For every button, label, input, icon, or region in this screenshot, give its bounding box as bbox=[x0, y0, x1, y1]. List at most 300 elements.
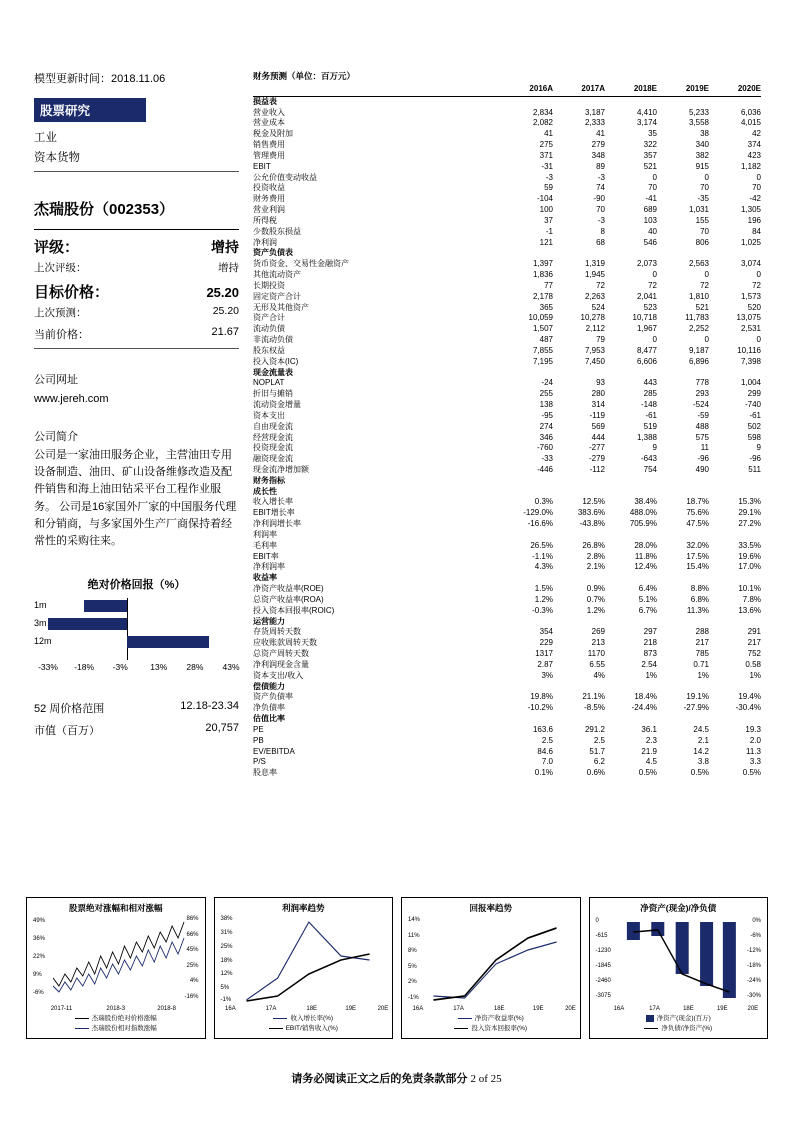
table-section-row bbox=[253, 714, 761, 725]
row-label: 资本支出/收入 bbox=[253, 670, 304, 680]
table-row bbox=[253, 649, 761, 660]
row-value: 1,573 bbox=[740, 291, 761, 301]
row-value: 0 bbox=[704, 335, 709, 345]
table-section-label: 运营能力 bbox=[253, 616, 285, 626]
row-value: 8.8% bbox=[690, 584, 709, 594]
row-value: 521 bbox=[643, 161, 657, 171]
row-value: 3% bbox=[541, 670, 553, 680]
row-value: 89 bbox=[596, 161, 605, 171]
row-label: 净利润增长率 bbox=[253, 519, 301, 529]
legend-swatch bbox=[269, 1028, 283, 1029]
line-series bbox=[430, 916, 560, 1002]
row-value: 3.8 bbox=[697, 757, 709, 767]
table-row bbox=[253, 129, 761, 140]
row-label: PB bbox=[253, 735, 264, 745]
row-value: 752 bbox=[747, 649, 761, 659]
row-value bbox=[657, 530, 709, 541]
row-label: 资本支出 bbox=[253, 410, 285, 420]
current-price-label: 当前价格： bbox=[34, 329, 89, 341]
table-row bbox=[253, 162, 761, 173]
chart-plot bbox=[594, 916, 764, 1012]
line-series bbox=[243, 916, 373, 1002]
row-label: 应收账款周转天数 bbox=[253, 638, 317, 648]
row-value: 29.1% bbox=[738, 508, 761, 518]
row-value: 13.6% bbox=[738, 605, 761, 615]
row-value: 1317 bbox=[535, 649, 553, 659]
row-value: 2.8% bbox=[586, 551, 605, 561]
axis-label: 86% bbox=[186, 916, 199, 923]
axis-label: -1230 bbox=[595, 948, 611, 955]
row-value: -30.4% bbox=[735, 703, 761, 713]
row-value: 6.7% bbox=[638, 605, 657, 615]
row-value: 2,252 bbox=[688, 324, 709, 334]
divider-2 bbox=[34, 229, 239, 230]
table-header-cell: 2018E bbox=[605, 84, 657, 96]
table-row bbox=[253, 735, 761, 746]
row-value: 70 bbox=[752, 183, 761, 193]
row-value: 0 bbox=[652, 172, 657, 182]
row-value: -61 bbox=[645, 410, 657, 420]
axis-tick: -18% bbox=[74, 661, 95, 672]
absolute-return-chart bbox=[34, 576, 239, 674]
row-label: 无形及其他资产 bbox=[253, 302, 309, 312]
table-header-cell bbox=[253, 84, 501, 96]
table-section-row bbox=[253, 616, 761, 627]
axis-label: 31% bbox=[220, 930, 233, 937]
market-cap-label: 市值（百万） bbox=[34, 724, 100, 737]
row-label: 折旧与摊销 bbox=[253, 389, 293, 399]
row-value: -3 bbox=[597, 172, 605, 182]
row-value: 322 bbox=[643, 140, 657, 150]
row-value: 27.2% bbox=[738, 519, 761, 529]
row-value: 1% bbox=[645, 670, 657, 680]
row-value: 70 bbox=[700, 183, 709, 193]
row-value: -8.5% bbox=[584, 703, 605, 713]
row-value: 299 bbox=[747, 389, 761, 399]
table-row bbox=[253, 432, 761, 443]
row-label: 自由现金流 bbox=[253, 421, 293, 431]
row-value: 4.5 bbox=[645, 757, 657, 767]
row-value: 2,531 bbox=[740, 324, 761, 334]
row-value: 546 bbox=[643, 237, 657, 247]
table-section-row bbox=[253, 573, 761, 584]
row-value: 1,031 bbox=[688, 205, 709, 215]
row-value: 2.1 bbox=[697, 735, 709, 745]
row-label: EV/EBITDA bbox=[253, 746, 295, 756]
row-value: 26.8% bbox=[582, 540, 605, 550]
row-value: 0 bbox=[756, 335, 761, 345]
chart-title: 股票绝对涨幅和相对涨幅 bbox=[68, 903, 163, 913]
row-value: 2,073 bbox=[636, 259, 657, 269]
row-value: 70 bbox=[648, 183, 657, 193]
row-value: 19.1% bbox=[686, 692, 709, 702]
row-value: 1.5% bbox=[534, 584, 553, 594]
row-value: 7.0 bbox=[541, 757, 553, 767]
row-label: EBIT增长率 bbox=[253, 508, 295, 518]
table-header-cell: 2019E bbox=[657, 84, 709, 96]
row-value: 24.5 bbox=[693, 724, 709, 734]
axis-label: 16A bbox=[613, 1006, 625, 1012]
row-value: 77 bbox=[544, 280, 553, 290]
row-value: 121 bbox=[539, 237, 553, 247]
row-value: 4.3% bbox=[534, 562, 553, 572]
row-value: -43.8% bbox=[579, 519, 605, 529]
axis-tick: 13% bbox=[150, 661, 168, 672]
price-range-row bbox=[34, 700, 239, 716]
row-value: -760 bbox=[536, 443, 553, 453]
row-value: 1,810 bbox=[688, 291, 709, 301]
row-label: 少数股东损益 bbox=[253, 226, 301, 236]
table-row bbox=[253, 194, 761, 205]
axis-label: 19E bbox=[345, 1006, 357, 1012]
table-row bbox=[253, 454, 761, 465]
row-value: -24 bbox=[541, 378, 553, 388]
row-value: -24.4% bbox=[631, 703, 657, 713]
axis-label: 17A bbox=[265, 1006, 277, 1012]
row-value: 9 bbox=[652, 443, 657, 453]
table-row bbox=[253, 768, 761, 779]
row-value: 7.8% bbox=[742, 594, 761, 604]
row-value: 754 bbox=[643, 464, 657, 474]
row-value: 11,783 bbox=[685, 313, 709, 323]
axis-tick: -3% bbox=[112, 661, 128, 672]
row-value: 443 bbox=[643, 378, 657, 388]
row-value: 1.2% bbox=[534, 594, 553, 604]
row-label: 股东权益 bbox=[253, 345, 285, 355]
row-value: 2.87 bbox=[537, 659, 553, 669]
table-row bbox=[253, 302, 761, 313]
row-value: 1,388 bbox=[636, 432, 657, 442]
row-value: -27.9% bbox=[683, 703, 709, 713]
table-row bbox=[253, 497, 761, 508]
row-label: 净负债率 bbox=[253, 703, 285, 713]
axis-label: 0 bbox=[595, 918, 599, 925]
table-row bbox=[253, 324, 761, 335]
row-value: 357 bbox=[643, 150, 657, 160]
table-section-label: 成长性 bbox=[253, 486, 277, 496]
chart-plot bbox=[31, 916, 201, 1012]
table-row bbox=[253, 270, 761, 281]
target-price-value: 25.20 bbox=[206, 285, 239, 300]
sector-primary: 工业 bbox=[34, 132, 57, 144]
row-value: -31 bbox=[541, 161, 553, 171]
row-value: 2.54 bbox=[641, 659, 657, 669]
axis-label: 0% bbox=[752, 918, 761, 925]
row-value: 1,004 bbox=[740, 378, 761, 388]
row-value: 915 bbox=[695, 161, 709, 171]
row-value: 13,075 bbox=[736, 313, 761, 323]
row-value: 598 bbox=[747, 432, 761, 442]
row-value: 575 bbox=[695, 432, 709, 442]
row-value: -61 bbox=[749, 410, 761, 420]
row-value: 285 bbox=[643, 389, 657, 399]
row-value: 10,116 bbox=[737, 345, 761, 355]
row-label: 非流动负债 bbox=[253, 335, 293, 345]
row-label: 经营现金流 bbox=[253, 432, 293, 442]
row-value: 6.2 bbox=[593, 757, 605, 767]
row-value: 10,718 bbox=[632, 313, 657, 323]
row-value: 6.8% bbox=[690, 594, 709, 604]
prev-rating-value: 增持 bbox=[218, 262, 239, 274]
chart-relative-performance bbox=[26, 897, 206, 1039]
row-value: 1,305 bbox=[740, 205, 761, 215]
row-value: -0.3% bbox=[532, 605, 553, 615]
row-value: 7,450 bbox=[584, 356, 605, 366]
row-value: 47.5% bbox=[686, 519, 709, 529]
table-row bbox=[253, 465, 761, 476]
row-value: 6,606 bbox=[636, 356, 657, 366]
row-value: -95 bbox=[541, 410, 553, 420]
table-row bbox=[253, 530, 761, 541]
table-row bbox=[253, 508, 761, 519]
row-label: 总资产收益率(ROA) bbox=[253, 594, 324, 604]
row-value: 40 bbox=[648, 226, 657, 236]
row-value: 11.3 bbox=[746, 746, 761, 756]
website-url[interactable]: www.jereh.com bbox=[34, 392, 109, 405]
row-value: 72 bbox=[700, 280, 709, 290]
table-row bbox=[253, 703, 761, 714]
row-value: 520 bbox=[747, 302, 761, 312]
price-range-value: 12.18-23.34 bbox=[180, 699, 239, 712]
row-label: 资产负债率 bbox=[253, 692, 293, 702]
row-value: 2.5 bbox=[541, 735, 553, 745]
row-value: 155 bbox=[695, 215, 709, 225]
row-value: 10.1% bbox=[738, 584, 761, 594]
row-value: 269 bbox=[591, 627, 605, 637]
table-row bbox=[253, 670, 761, 681]
row-value: 42 bbox=[752, 129, 761, 139]
financial-table bbox=[253, 84, 761, 779]
row-value: 17.0% bbox=[738, 562, 761, 572]
table-row bbox=[253, 627, 761, 638]
bar-label: 3m bbox=[34, 617, 47, 628]
row-value: -446 bbox=[536, 464, 553, 474]
left-column bbox=[34, 70, 239, 744]
axis-label: 2% bbox=[408, 979, 417, 986]
row-value: -35 bbox=[697, 194, 709, 204]
row-value: 103 bbox=[643, 215, 657, 225]
row-value: 15.4% bbox=[686, 562, 709, 572]
axis-tick: 43% bbox=[222, 661, 240, 672]
row-label: 融资现金流 bbox=[253, 454, 293, 464]
axis-label: 9% bbox=[33, 972, 42, 979]
table-row bbox=[253, 411, 761, 422]
row-label: 现金流净增加额 bbox=[253, 464, 309, 474]
row-value: 293 bbox=[695, 389, 709, 399]
row-value: 569 bbox=[591, 421, 605, 431]
axis-label: 17A bbox=[453, 1006, 464, 1012]
row-value: 72 bbox=[596, 280, 605, 290]
axis-label: -6% bbox=[33, 990, 44, 997]
bar-line-series bbox=[622, 916, 744, 1002]
row-value: 279 bbox=[591, 140, 605, 150]
bar bbox=[84, 600, 127, 612]
row-label: 流动资金增量 bbox=[253, 400, 301, 410]
row-value: 72 bbox=[752, 280, 761, 290]
axis-label: 5% bbox=[220, 985, 230, 992]
row-value: 524 bbox=[591, 302, 605, 312]
row-value: 0 bbox=[756, 172, 761, 182]
row-value: 3,174 bbox=[636, 118, 657, 128]
current-price-row bbox=[34, 326, 239, 342]
row-value: 0.5% bbox=[638, 768, 657, 778]
row-value: 0 bbox=[756, 270, 761, 280]
row-value: 2,041 bbox=[636, 291, 657, 301]
table-section-label: 估值比率 bbox=[253, 714, 285, 724]
table-section-row bbox=[253, 476, 761, 487]
table-row bbox=[253, 389, 761, 400]
row-value: 2.1% bbox=[586, 562, 605, 572]
table-row bbox=[253, 660, 761, 671]
row-value: 0 bbox=[652, 335, 657, 345]
row-label: NOPLAT bbox=[253, 378, 285, 388]
row-value: 5.1% bbox=[638, 594, 657, 604]
table-row bbox=[253, 519, 761, 530]
axis-label: 18E bbox=[306, 1006, 318, 1012]
row-value: 1,945 bbox=[584, 270, 605, 280]
row-label: 总资产周转天数 bbox=[253, 649, 309, 659]
axis-label: -2460 bbox=[595, 978, 611, 985]
row-label: 资产合计 bbox=[253, 313, 285, 323]
row-value: -740 bbox=[744, 400, 761, 410]
axis-label: 18E bbox=[683, 1006, 694, 1012]
company-intro-label: 公司简介 bbox=[34, 431, 78, 444]
row-value: 9 bbox=[756, 443, 761, 453]
axis-label: 18E bbox=[493, 1006, 505, 1012]
legend-label: 净负债/净资产(%) bbox=[661, 1024, 713, 1032]
row-value: 68 bbox=[596, 237, 605, 247]
table-row bbox=[253, 281, 761, 292]
legend-swatch bbox=[454, 1028, 468, 1029]
table-section-label: 现金流量表 bbox=[253, 367, 293, 377]
axis-label: 14% bbox=[408, 917, 421, 924]
row-value: -277 bbox=[588, 443, 605, 453]
row-value: 217 bbox=[747, 638, 761, 648]
current-price-value: 21.67 bbox=[211, 326, 239, 338]
table-header-cell: 2017A bbox=[553, 84, 605, 96]
row-label: 公允价值变动收益 bbox=[253, 172, 317, 182]
legend-label: 净资产收益率(%) bbox=[474, 1015, 524, 1022]
chart-title: 回报率趋势 bbox=[469, 903, 512, 913]
financial-forecast-table bbox=[253, 70, 761, 779]
row-value: 10,278 bbox=[580, 313, 605, 323]
prev-rating-row bbox=[34, 260, 239, 275]
row-value: 519 bbox=[643, 421, 657, 431]
row-label: 投资现金流 bbox=[253, 443, 293, 453]
table-row bbox=[253, 638, 761, 649]
row-value: 7,195 bbox=[532, 356, 553, 366]
chart-title: 利润率趋势 bbox=[281, 903, 325, 913]
row-value: 275 bbox=[539, 140, 553, 150]
row-value: 374 bbox=[747, 140, 761, 150]
row-value: 6.4% bbox=[638, 584, 657, 594]
row-value bbox=[605, 530, 657, 541]
target-price-label: 目标价格： bbox=[34, 284, 110, 301]
row-label: PE bbox=[253, 724, 264, 734]
axis-label: -615 bbox=[595, 932, 608, 939]
price-range-label: 52 周价格范围 bbox=[34, 702, 105, 715]
row-value: 37 bbox=[544, 215, 553, 225]
axis-label: 25% bbox=[220, 943, 233, 950]
row-label: 投入资本回报率(ROIC) bbox=[253, 605, 335, 615]
row-value: -3 bbox=[545, 172, 553, 182]
row-value: 502 bbox=[747, 421, 761, 431]
chart-legend bbox=[27, 1014, 205, 1034]
prev-rating-label: 上次评级： bbox=[34, 262, 87, 274]
row-value: 291 bbox=[747, 627, 761, 637]
row-value: 1% bbox=[697, 670, 709, 680]
row-value: 0 bbox=[652, 270, 657, 280]
axis-label: 25% bbox=[186, 962, 199, 969]
rating-value: 增持 bbox=[211, 239, 239, 255]
chart-legend bbox=[402, 1014, 580, 1034]
row-label: 营业收入 bbox=[253, 107, 285, 117]
row-value: 521 bbox=[695, 302, 709, 312]
row-value: 490 bbox=[695, 464, 709, 474]
table-row bbox=[253, 291, 761, 302]
row-value: -1.1% bbox=[532, 551, 553, 561]
bar-label: 12m bbox=[34, 635, 52, 646]
row-value: 423 bbox=[747, 150, 761, 160]
bar bbox=[127, 636, 209, 648]
prev-target-label: 上次预测： bbox=[34, 307, 87, 319]
row-value: 255 bbox=[539, 389, 553, 399]
row-label: 管理费用 bbox=[253, 150, 285, 160]
row-value: 17.5% bbox=[686, 551, 709, 561]
chart-return-trend bbox=[401, 897, 581, 1039]
table-row bbox=[253, 551, 761, 562]
legend-swatch bbox=[458, 1018, 472, 1019]
row-value: 84.6 bbox=[537, 746, 553, 756]
axis-label: -1% bbox=[220, 997, 232, 1004]
row-value: 1,836 bbox=[532, 270, 553, 280]
axis-label: 2018-3 bbox=[106, 1006, 126, 1012]
legend-swatch bbox=[75, 1018, 89, 1019]
table-row bbox=[253, 443, 761, 454]
row-value: 4,015 bbox=[740, 118, 761, 128]
row-label: EBIT bbox=[253, 161, 271, 171]
row-value: 2.3 bbox=[645, 735, 657, 745]
row-value: 75.6% bbox=[686, 508, 709, 518]
row-value: 0.71 bbox=[693, 659, 709, 669]
row-value: 33.5% bbox=[738, 540, 761, 550]
axis-tick: 28% bbox=[186, 661, 204, 672]
row-value: 8,477 bbox=[636, 345, 657, 355]
chart-plot bbox=[406, 916, 576, 1012]
row-value: 2,112 bbox=[585, 324, 605, 334]
table-row bbox=[253, 313, 761, 324]
row-value: -90 bbox=[593, 194, 605, 204]
table-row bbox=[253, 172, 761, 183]
axis-label: 36% bbox=[33, 936, 46, 943]
row-value: 3.3 bbox=[749, 757, 761, 767]
axis-label: 66% bbox=[186, 931, 199, 938]
absolute-return-plot bbox=[34, 598, 239, 660]
axis-label: -24% bbox=[746, 978, 761, 985]
axis-label: 49% bbox=[33, 918, 46, 925]
row-value: 18.7% bbox=[686, 497, 709, 507]
table-row bbox=[253, 378, 761, 389]
chart-net-debt bbox=[589, 897, 769, 1039]
row-value: 3,187 bbox=[584, 107, 605, 117]
row-value: 348 bbox=[591, 150, 605, 160]
axis-label: 20E bbox=[565, 1006, 576, 1012]
footer-disclaimer: 请务必阅读正文之后的免责条款部分 bbox=[291, 1073, 468, 1085]
market-cap-row bbox=[34, 722, 239, 738]
row-value: 229 bbox=[539, 638, 553, 648]
sector-block bbox=[34, 129, 239, 165]
row-value: 15.3% bbox=[738, 497, 761, 507]
